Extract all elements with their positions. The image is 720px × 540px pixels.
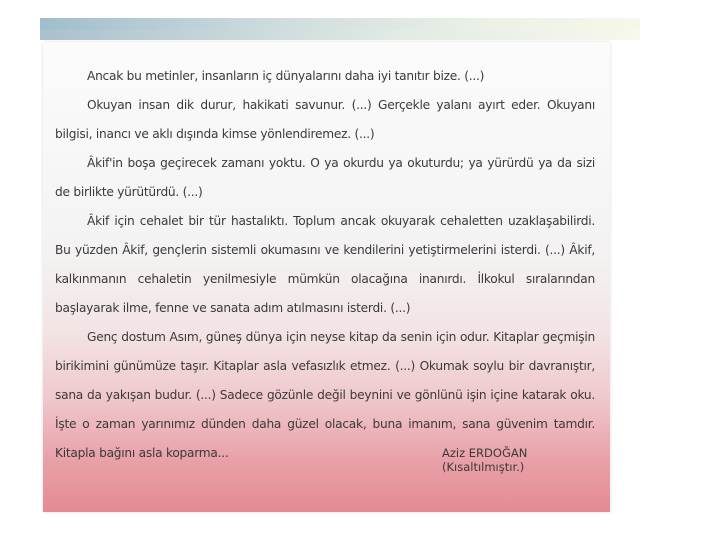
header-stripe-lower [40, 30, 640, 40]
paragraph-5: Genç dostum Asım, güneş dünya için neyse kitap da senin için odur. Kitaplar geçmişin birikimini günümüze taşır. Kitaplar asla vefasızlık etmez. (...) Okumak soylu bir davranıştır, sana da yakışan budur. (...) Sadece gözünle değil beynini ve gönlünü işin içine katarak oku. İşte o zaman yarınımız dünden daha güzel olacak, buna imanım, sana güvenim tamdır. Kitapla bağını asla koparma... [55, 330, 595, 460]
author-name: Aziz ERDOĞAN [442, 446, 528, 460]
paragraph-2: Okuyan insan dik durur, hakikati savunur. (...) Gerçekle yalanı ayırt eder. Okuyanı bilgisi, inancı ve aklı dışında kimse yönlendiremez. (...) [55, 98, 595, 141]
author-credit [442, 446, 527, 474]
article-body [55, 62, 595, 468]
paragraph-1: Ancak bu metinler, insanların iç dünyalarını daha iyi tanıtır bize. (...) [87, 69, 485, 83]
paragraph-4: Âkif için cehalet bir tür hastalıktı. Toplum ancak okuyarak cehaletten uzaklaşabilirdi. Bu yüzden Âkif, gençlerin sistemli okumasını ve kendilerini yetiştirmelerini isterdi. (...) Âkif, kalkınmanın cehaletin yenilmesiyle mümkün olacağına inanırdı. İlkokul sıralarından başlayarak ilme, fenne ve sanata adım atılmasını isterdi. (...) [55, 214, 595, 315]
author-note: (Kısaltılmıştır.) [442, 460, 525, 474]
paragraph-3: Âkif'in boşa geçirecek zamanı yoktu. O ya okurdu ya okuturdu; ya yürürdü ya da sizi de birlikte yürütürdü. (...) [55, 156, 595, 199]
